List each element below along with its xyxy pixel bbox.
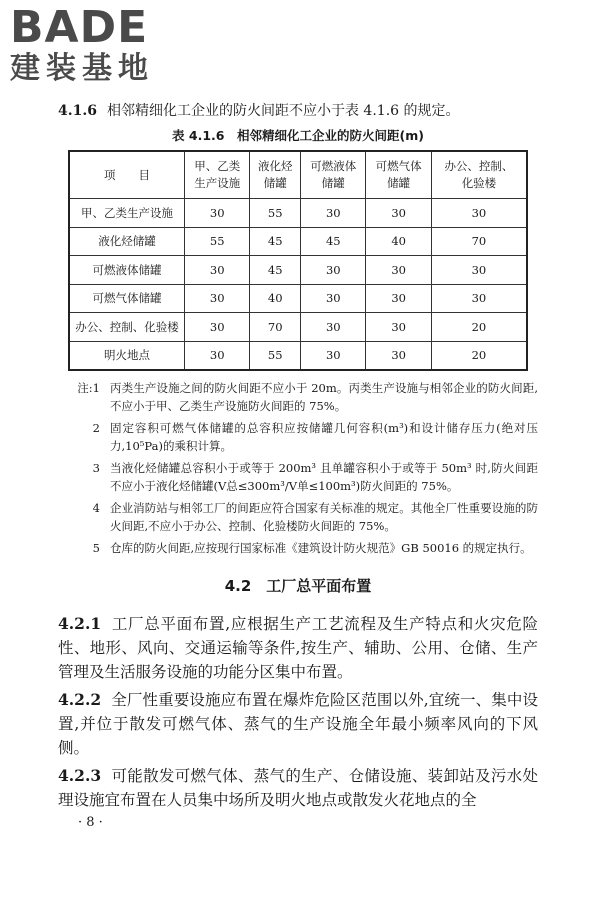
clause-number: 4.1.6	[58, 103, 97, 119]
bade-logo	[10, 4, 175, 86]
table-title: 表 4.1.6 相邻精细化工企业的防火间距(m)	[172, 128, 424, 143]
section-title-4-2: 4.2 工厂总平面布置	[224, 577, 372, 595]
spacing-value-cell: 55	[185, 227, 250, 256]
spacing-value-cell: 55	[250, 199, 301, 228]
row-label-cell: 甲、乙类生产设施	[69, 199, 185, 228]
note-item	[66, 539, 538, 557]
spacing-value-cell: 30	[185, 284, 250, 313]
spacing-value-cell: 45	[250, 227, 301, 256]
spacing-value-cell: 30	[301, 199, 366, 228]
spacing-value-cell: 30	[366, 199, 431, 228]
fire-spacing-table	[68, 150, 528, 371]
note-number: 2	[92, 421, 100, 435]
spacing-value-cell: 45	[301, 227, 366, 256]
note-item	[66, 419, 538, 455]
spacing-value-cell: 30	[185, 313, 250, 342]
spacing-value-cell: 20	[431, 313, 527, 342]
clause-4-2-3	[58, 764, 538, 812]
note-number: 3	[92, 461, 100, 475]
note-item	[66, 499, 538, 535]
row-label-cell: 可燃气体储罐	[69, 284, 185, 313]
note-text: 企业消防站与相邻工厂的间距应符合国家有关标准的规定。其他全厂性重要设施的防火间距,不应小于办公、控制、化验楼防火间距的 75%。	[110, 501, 538, 533]
row-label-cell: 办公、控制、化验楼	[69, 313, 185, 342]
table-row	[69, 227, 527, 256]
clause-text: 可能散发可燃气体、蒸气的生产、仓储设施、装卸站及污水处理设施宜布置在人员集中场所及明火地点或散发火花地点的全	[58, 767, 538, 809]
spacing-value-cell: 70	[431, 227, 527, 256]
spacing-value-cell: 30	[185, 341, 250, 370]
table-row	[69, 313, 527, 342]
note-number: 4	[92, 501, 100, 515]
note-text: 固定容积可燃气体储罐的总容积应按储罐几何容积(m³)和设计储存压力(绝对压力,10⁵Pa)的乘积计算。	[110, 421, 538, 453]
row-label-cell: 明火地点	[69, 341, 185, 370]
spacing-value-cell: 70	[250, 313, 301, 342]
row-label-cell: 可燃液体储罐	[69, 256, 185, 285]
spacing-value-cell: 30	[431, 284, 527, 313]
clause-4-1-6	[58, 100, 538, 122]
spacing-value-cell: 30	[301, 256, 366, 285]
section-clauses	[58, 612, 538, 812]
spacing-value-cell: 30	[185, 199, 250, 228]
note-item	[66, 459, 538, 495]
table-header-cell: 办公、控制、 化验楼	[431, 151, 527, 199]
table-body	[69, 199, 527, 371]
spacing-value-cell: 30	[366, 313, 431, 342]
table-notes	[66, 379, 538, 557]
spacing-value-cell: 55	[250, 341, 301, 370]
spacing-value-cell: 20	[431, 341, 527, 370]
table-row	[69, 256, 527, 285]
clause-text: 工厂总平面布置,应根据生产工艺流程及生产特点和火灾危险性、地形、风向、交通运输等条件,按生产、辅助、公用、仓储、生产管理及生活服务设施的功能分区集中布置。	[58, 615, 538, 681]
notes-label: 注:	[77, 381, 93, 395]
table-header-cell: 可燃液体 储罐	[301, 151, 366, 199]
logo-wordmark: BADE	[10, 2, 149, 53]
spacing-value-cell: 40	[366, 227, 431, 256]
table-header-cell: 项 目	[69, 151, 185, 199]
table-row	[69, 284, 527, 313]
spacing-value-cell: 30	[301, 341, 366, 370]
spacing-value-cell: 40	[250, 284, 301, 313]
spacing-value-cell: 30	[366, 284, 431, 313]
spacing-value-cell: 30	[431, 199, 527, 228]
note-text: 丙类生产设施之间的防火间距不应小于 20m。丙类生产设施与相邻企业的防火间距,不应小于甲、乙类生产设施防火间距的 75%。	[110, 381, 538, 413]
clause-text: 全厂性重要设施应布置在爆炸危险区范围以外,宜统一、集中设置,并位于散发可燃气体、蒸气的生产设施全年最小频率风向的下风侧。	[58, 691, 538, 757]
note-item	[66, 379, 538, 415]
spacing-value-cell: 45	[250, 256, 301, 285]
spacing-value-cell: 30	[366, 341, 431, 370]
table-header-row	[69, 151, 527, 199]
note-number: 5	[92, 541, 100, 555]
clause-number: 4.2.2	[58, 690, 102, 709]
note-text: 当液化烃储罐总容积小于或等于 200m³ 且单罐容积小于或等于 50m³ 时,防火间距不应小于液化烃储罐(V总≤300m³/V单≤100m³)防火间距的 75%。	[110, 461, 538, 493]
clause-4-2-1	[58, 612, 538, 684]
document-body	[58, 100, 538, 816]
spacing-value-cell: 30	[301, 313, 366, 342]
clause-text: 相邻精细化工企业的防火间距不应小于表 4.1.6 的规定。	[106, 103, 460, 119]
logo-subtitle: 建装基地	[10, 51, 154, 86]
table-header-cell: 可燃气体 储罐	[366, 151, 431, 199]
spacing-value-cell: 30	[366, 256, 431, 285]
table-header-cell: 甲、乙类 生产设施	[185, 151, 250, 199]
clause-4-2-2	[58, 688, 538, 760]
note-number: 1	[92, 381, 100, 395]
table-row	[69, 199, 527, 228]
clause-number: 4.2.3	[58, 766, 102, 785]
clause-number: 4.2.1	[58, 614, 102, 633]
note-text: 仓库的防火间距,应按现行国家标准《建筑设计防火规范》GB 50016 的规定执行。	[110, 541, 532, 555]
spacing-value-cell: 30	[301, 284, 366, 313]
page-number: · 8 ·	[78, 815, 103, 830]
spacing-value-cell: 30	[185, 256, 250, 285]
spacing-value-cell: 30	[431, 256, 527, 285]
table-row	[69, 341, 527, 370]
table-header-cell: 液化烃 储罐	[250, 151, 301, 199]
row-label-cell: 液化烃储罐	[69, 227, 185, 256]
